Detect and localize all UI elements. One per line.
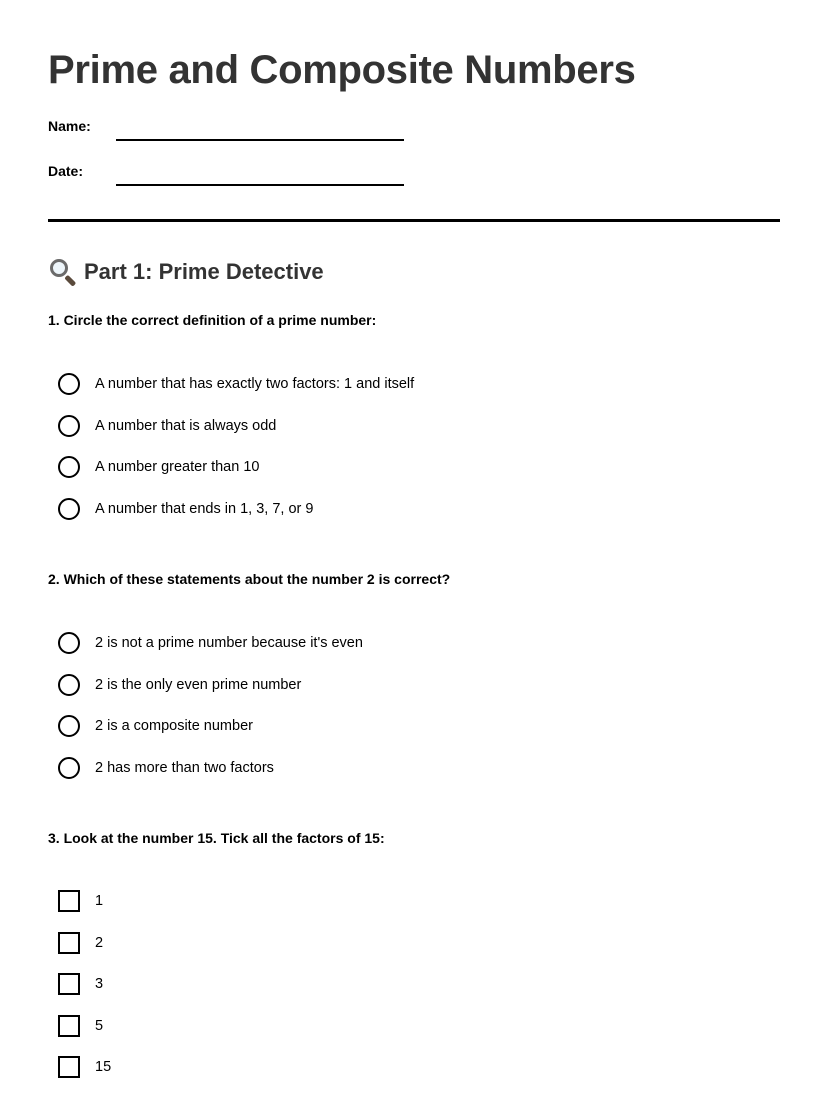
question-3-option-1[interactable] — [58, 890, 111, 932]
question-3-option-4[interactable] — [58, 1015, 111, 1057]
checkbox[interactable] — [58, 1056, 80, 1078]
option-label: 2 has more than two factors — [95, 759, 274, 776]
question-3-option-2[interactable] — [58, 932, 111, 974]
worksheet-title: Prime and Composite Numbers — [48, 48, 636, 92]
question-1-option-3[interactable] — [58, 456, 414, 498]
question-2-option-2[interactable] — [58, 674, 363, 716]
radio-button[interactable] — [58, 632, 80, 654]
radio-button[interactable] — [58, 373, 80, 395]
question-1-prompt: 1. Circle the correct definition of a prime number: — [48, 312, 377, 328]
radio-button[interactable] — [58, 674, 80, 696]
question-1-options — [58, 373, 414, 539]
question-2-option-3[interactable] — [58, 715, 363, 757]
question-3-options — [58, 890, 111, 1098]
radio-button[interactable] — [58, 715, 80, 737]
name-line[interactable] — [116, 139, 404, 141]
checkbox[interactable] — [58, 932, 80, 954]
radio-button[interactable] — [58, 415, 80, 437]
radio-button[interactable] — [58, 498, 80, 520]
checkbox[interactable] — [58, 890, 80, 912]
option-label: 2 is a composite number — [95, 718, 253, 734]
date-label: Date: — [48, 163, 84, 179]
option-label: A number greater than 10 — [95, 459, 260, 475]
option-label: A number that is always odd — [95, 417, 277, 434]
question-2-options — [58, 632, 363, 798]
option-label: 2 — [95, 934, 104, 951]
radio-button[interactable] — [58, 757, 80, 779]
option-label: A number that has exactly two factors: 1 and itself — [95, 376, 415, 392]
date-field — [48, 163, 408, 187]
part1-heading — [48, 257, 324, 287]
question-2-option-4[interactable] — [58, 757, 363, 799]
option-label: 2 is the only even prime number — [95, 676, 302, 693]
name-field — [48, 118, 408, 142]
question-3-prompt: 3. Look at the number 15. Tick all the factors of 15: — [48, 830, 385, 846]
question-2-option-1[interactable] — [58, 632, 363, 674]
part1-heading-text: Part 1: Prime Detective — [84, 259, 324, 284]
option-label: 2 is not a prime number because it's even — [95, 635, 363, 651]
option-label: A number that ends in 1, 3, 7, or 9 — [95, 500, 314, 517]
radio-button[interactable] — [58, 456, 80, 478]
question-3-option-3[interactable] — [58, 973, 111, 1015]
option-label: 15 — [95, 1059, 112, 1075]
question-1-option-4[interactable] — [58, 498, 414, 540]
question-1-option-1[interactable] — [58, 373, 414, 415]
option-label: 3 — [95, 976, 104, 992]
header-divider — [48, 219, 780, 222]
checkbox[interactable] — [58, 973, 80, 995]
option-label: 5 — [95, 1017, 104, 1034]
question-3-option-5[interactable] — [58, 1056, 111, 1098]
checkbox[interactable] — [58, 1015, 80, 1037]
name-label: Name: — [48, 118, 91, 134]
question-1-option-2[interactable] — [58, 415, 414, 457]
option-label: 1 — [95, 893, 104, 909]
magnifying-glass-icon — [48, 257, 78, 287]
question-2-prompt: 2. Which of these statements about the number 2 is correct? — [48, 571, 451, 587]
date-line[interactable] — [116, 184, 404, 186]
